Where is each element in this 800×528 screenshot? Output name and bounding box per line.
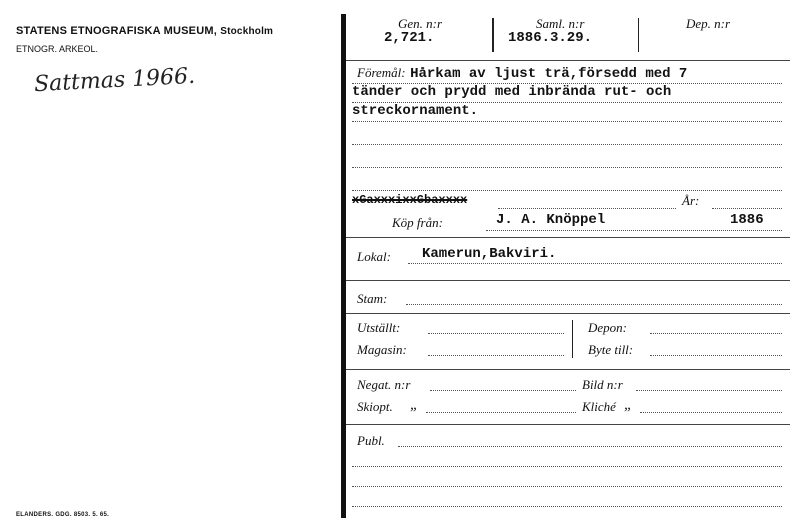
- depon-rule: [650, 333, 782, 334]
- foremal-line-3: streckornament.: [352, 103, 479, 119]
- kliche-rule: [640, 412, 782, 413]
- kliche-mark: „: [624, 397, 633, 413]
- acq-rule: [346, 237, 790, 238]
- stam-rule: [406, 304, 782, 305]
- seller-name: J. A. Knöppel: [496, 212, 606, 228]
- stam-label: Stam:: [357, 291, 388, 306]
- publ-rule-1: [398, 446, 782, 447]
- header-sep-2: [638, 18, 639, 52]
- foremal-row: [357, 64, 687, 82]
- card-divider: [341, 14, 346, 518]
- year-rule: [712, 208, 782, 209]
- gen-label: Gen. n:r: [398, 16, 443, 31]
- foremal-line-1: Hårkam av ljust trä,försedd med 7: [410, 66, 688, 82]
- museum-name: [16, 25, 273, 37]
- storage-sep: [346, 369, 790, 370]
- storage-divider: [572, 320, 573, 358]
- saml-value: 1886.3.29.: [508, 30, 593, 46]
- publ-rule-3: [352, 486, 782, 487]
- depon-label: Depon:: [588, 320, 627, 335]
- header-rule: [346, 60, 790, 61]
- byte-rule: [650, 355, 782, 356]
- skiopt-rule: [426, 412, 576, 413]
- publ-rule-4: [352, 506, 782, 507]
- publ-label: Publ.: [357, 433, 385, 448]
- byte-label: Byte till:: [588, 342, 634, 357]
- kop-rule: [486, 230, 782, 231]
- rule-6: [352, 190, 782, 191]
- rule-1: [352, 83, 782, 84]
- header-sep-1: [492, 18, 494, 52]
- acq-rule-a: [498, 208, 676, 209]
- museum-city: Stockholm: [220, 26, 274, 37]
- museum-name-text: STATENS ETNOGRAFISKA MUSEUM,: [16, 25, 217, 37]
- kop-label: Köp från:: [392, 215, 443, 230]
- skiopt-label: Skiopt.: [357, 399, 393, 414]
- foremal-label: Föremål:: [357, 65, 406, 80]
- negat-label: Negat. n:r: [357, 377, 411, 392]
- year-label: År:: [682, 193, 700, 208]
- rule-5: [352, 167, 782, 168]
- department-label: ETNOGR. ARKEOL.: [16, 44, 99, 54]
- publ-rule-2: [352, 466, 782, 467]
- lokal-label: Lokal:: [357, 249, 391, 264]
- struck-text: xGaxxxixxGbaxxxx: [352, 193, 468, 207]
- rule-3: [352, 121, 782, 122]
- kliche-label: Kliché: [582, 399, 616, 414]
- utstallt-label: Utställt:: [357, 320, 401, 335]
- negat-rule: [430, 390, 576, 391]
- lokal-value: Kamerun,Bakviri.: [422, 246, 557, 262]
- bild-label: Bild n:r: [582, 377, 623, 392]
- header-row: [350, 14, 790, 62]
- rule-2: [352, 102, 782, 103]
- printer-imprint: ELANDERS. GDG. 8503. 5. 65.: [16, 512, 110, 518]
- bild-rule: [636, 390, 782, 391]
- dep-label: Dep. n:r: [686, 16, 731, 31]
- magasin-rule: [428, 355, 564, 356]
- foremal-line-2: tänder och prydd med inbrända rut- och: [352, 84, 672, 100]
- lokal-rule: [408, 263, 782, 264]
- saml-label: Saml. n:r: [536, 16, 585, 31]
- rule-4: [352, 144, 782, 145]
- magasin-label: Magasin:: [357, 342, 407, 357]
- photo-sep: [346, 424, 790, 425]
- handwritten-note: Sattmas 1966.: [33, 63, 196, 98]
- utstallt-rule: [428, 333, 564, 334]
- gen-value: 2,721.: [384, 30, 435, 46]
- skiopt-mark: „: [410, 397, 419, 413]
- year-value: 1886: [730, 212, 764, 228]
- lokal-sep: [346, 280, 790, 281]
- stam-sep: [346, 313, 790, 314]
